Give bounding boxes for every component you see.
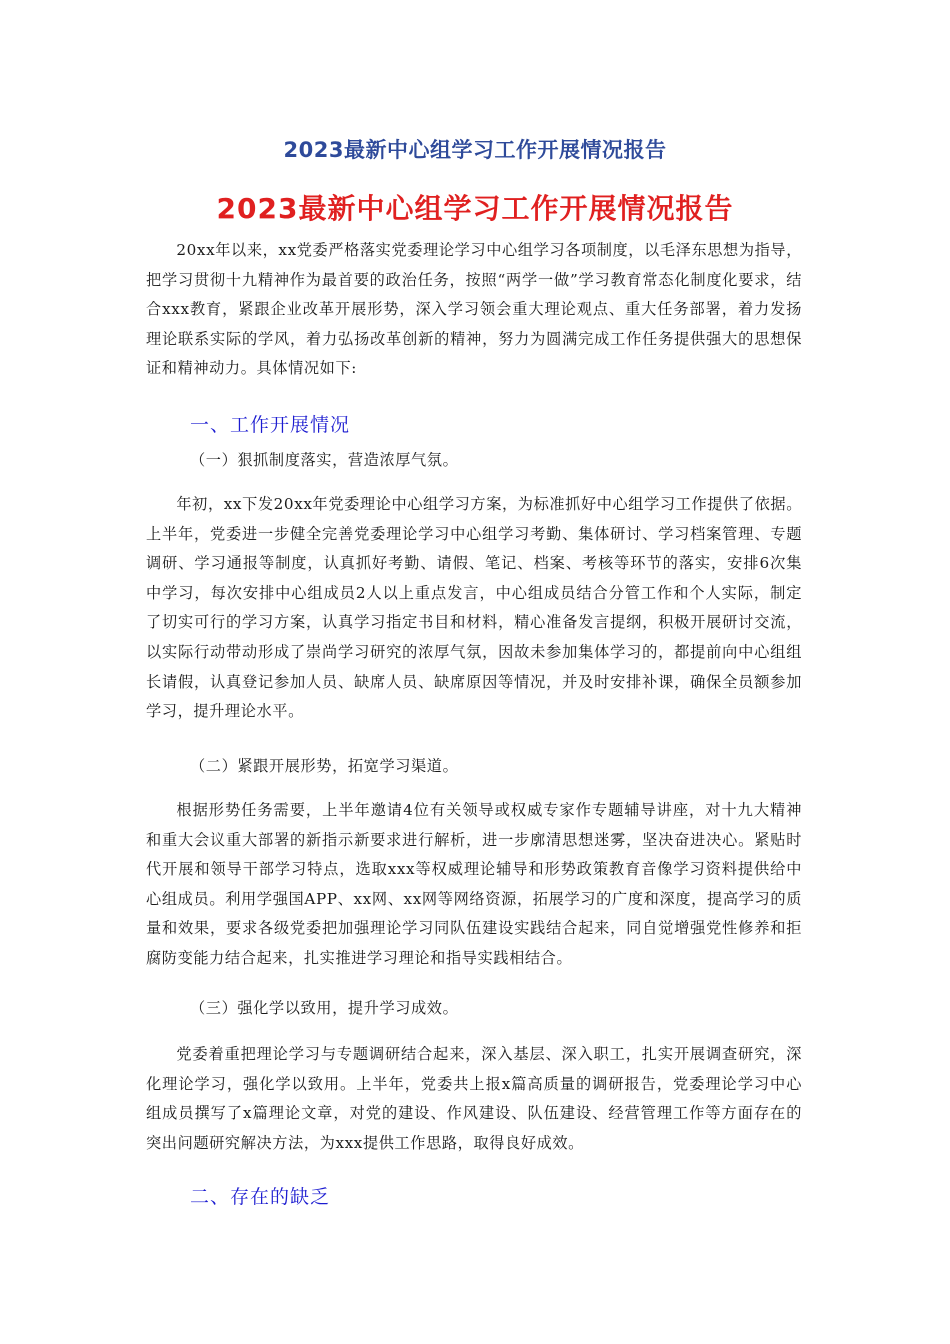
subsection-3-paragraph: 党委着重把理论学习与专题调研结合起来，深入基层、深入职工，扎实开展调查研究，深化理论学习，强化学以致用。上半年，党委共上报x篇高质量的调研报告，党委理论学习中心组成员撰写了x篇理论文章，对党的建设、作风建设、队伍建设、经营管理工作等方面存在的突出问题研究解决方法，为xxx提供工作思路，取得良好成效。 [146, 1045, 802, 1152]
subsection-1-heading: （一）狠抓制度落实，营造浓厚气氛。 [190, 451, 459, 469]
subsection-2-paragraph: 根据形势任务需要，上半年邀请4位有关领导或权威专家作专题辅导讲座，对十九大精神和重大会议重大部署的新指示新要求进行解析，进一步廓清思想迷雾，坚决奋进决心。紧贴时代开展和领导干部学习特点，选取xxx等权威理论辅导和形势政策教育音像学习资料提供给中心组成员。利用学强国APP、xx网、xx网等网络资源，拓展学习的广度和深度，提高学习的质量和效果，要求各级党委把加强理论学习同队伍建设实践结合起来，同自觉增强党性修养和拒腐防变能力结合起来，扎实推进学习理论和指导实践相结合。 [146, 801, 802, 967]
subsection-1-paragraph: 年初，xx下发20xx年党委理论中心组学习方案，为标准抓好中心组学习工作提供了依据。上半年，党委进一步健全完善党委理论学习中心组学习考勤、集体研讨、学习档案管理、专题调研、学习通报等制度，认真抓好考勤、请假、笔记、档案、考核等环节的落实，安排6次集中学习，每次安排中心组成员2人以上重点发言，中心组成员结合分管工作和个人实际，制定了切实可行的学习方案，认真学习指定书目和材料，精心准备发言提纲，积极开展研讨交流，以实际行动带动形成了崇尚学习研究的浓厚气氛，因故未参加集体学习的，都提前向中心组组长请假，认真登记参加人员、缺席人员、缺席原因等情况，并及时安排补课，确保全员额参加学习，提升理论水平。 [146, 495, 802, 721]
intro-paragraph: 20xx年以来，xx党委严格落实党委理论学习中心组学习各项制度，以毛泽东思想为指导，把学习贯彻十九精神作为最首要的政治任务，按照“两学一做”学习教育常态化制度化要求，结合xxx教育，紧跟企业改革开展形势，深入学习领会重大理论观点、重大任务部署，着力发扬理论联系实际的学风，着力弘扬改革创新的精神，努力为圆满完成工作任务提供强大的思想保证和精神动力。具体情况如下: [146, 241, 802, 378]
subsection-3-heading: （三）强化学以致用，提升学习成效。 [190, 999, 459, 1017]
subsection-2-heading: （二）紧跟开展形势，拓宽学习渠道。 [190, 757, 459, 775]
section-2-heading: 二、存在的缺乏 [190, 1186, 331, 1208]
document-header-title: 2023最新中心组学习工作开展情况报告 [283, 138, 667, 162]
section-1-heading: 一、工作开展情况 [190, 414, 351, 436]
document-main-title: 2023最新中心组学习工作开展情况报告 [216, 192, 734, 225]
